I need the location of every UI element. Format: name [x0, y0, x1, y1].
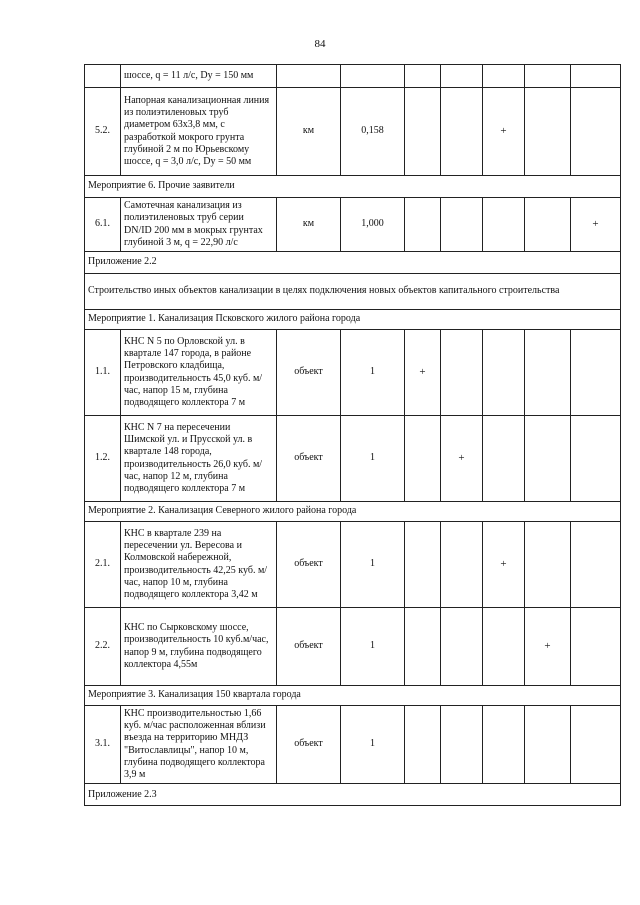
- row-number: [85, 65, 121, 88]
- year-cell: [571, 330, 621, 416]
- year-cell: [405, 706, 441, 784]
- row-unit: [277, 65, 341, 88]
- row-number: 2.1.: [85, 522, 121, 608]
- section-row: [85, 784, 621, 806]
- year-cell: [483, 706, 525, 784]
- year-cell: [571, 65, 621, 88]
- year-cell: [483, 65, 525, 88]
- row-number: 1.1.: [85, 330, 121, 416]
- table-row: [85, 522, 621, 608]
- section-title: Мероприятие 6. Прочие заявители: [85, 176, 621, 198]
- year-cell: [483, 330, 525, 416]
- year-cell: [525, 88, 571, 176]
- section-row: [85, 686, 621, 706]
- section-title: Приложение 2.2: [85, 252, 621, 274]
- table-row: [85, 416, 621, 502]
- section-row: [85, 502, 621, 522]
- year-cell: [441, 88, 483, 176]
- row-unit: объект: [277, 416, 341, 502]
- row-unit: объект: [277, 330, 341, 416]
- year-cell: [525, 416, 571, 502]
- table-row: [85, 198, 621, 252]
- investment-program-table: [84, 64, 621, 806]
- year-cell: [441, 706, 483, 784]
- year-cell: [525, 65, 571, 88]
- year-cell: [525, 198, 571, 252]
- row-quantity: 1: [341, 330, 405, 416]
- section-title: Строительство иных объектов канализации в целях подключения новых объектов капитального строительства: [85, 274, 621, 310]
- year-cell: [483, 608, 525, 686]
- year-cell: [571, 522, 621, 608]
- table-body: [85, 65, 621, 806]
- plus-mark: +: [483, 88, 525, 176]
- year-cell: [405, 416, 441, 502]
- plus-mark: +: [525, 608, 571, 686]
- row-unit: объект: [277, 706, 341, 784]
- row-quantity: 1: [341, 706, 405, 784]
- row-description: КНС по Сырковскому шоссе, производительность 10 куб.м/час, напор 9 м, глубина подводящего коллектора 4,55м: [121, 608, 277, 686]
- row-description: КНС N 7 на пересечении Шимской ул. и Прусской ул. в квартале 148 города, производительность 26,0 куб. м/час, напор 12 м, глубина подводящего коллектора 7 м: [121, 416, 277, 502]
- year-cell: [483, 198, 525, 252]
- row-number: 3.1.: [85, 706, 121, 784]
- row-description: КНС в квартале 239 на пересечении ул. Вересова и Колмовской набережной, производительность 42,25 куб. м/час, напор 10 м, глубина подводящего коллектора 3,42 м: [121, 522, 277, 608]
- row-quantity: 1: [341, 416, 405, 502]
- year-cell: [441, 330, 483, 416]
- row-description: Самотечная канализация из полиэтиленовых труб серии DN/ID 200 мм в мокрых грунтах глубиной 3 м, q = 22,90 л/с: [121, 198, 277, 252]
- section-row: [85, 176, 621, 198]
- plus-mark: +: [571, 198, 621, 252]
- table-row: [85, 608, 621, 686]
- year-cell: [441, 65, 483, 88]
- year-cell: [525, 522, 571, 608]
- row-quantity: [341, 65, 405, 88]
- plus-mark: +: [483, 522, 525, 608]
- row-unit: объект: [277, 522, 341, 608]
- row-number: 5.2.: [85, 88, 121, 176]
- row-quantity: 1,000: [341, 198, 405, 252]
- year-cell: [525, 330, 571, 416]
- year-cell: [571, 88, 621, 176]
- year-cell: [441, 198, 483, 252]
- plus-mark: +: [405, 330, 441, 416]
- row-description: шоссе, q = 11 л/с, Dу = 150 мм: [121, 65, 277, 88]
- year-cell: [441, 608, 483, 686]
- year-cell: [405, 88, 441, 176]
- section-row: [85, 274, 621, 310]
- row-quantity: 1: [341, 522, 405, 608]
- row-unit: км: [277, 88, 341, 176]
- row-description: КНС производительностью 1,66 куб. м/час расположенная вблизи въезда на территорию МНДЗ "Витославлицы", напор 10 м, глубина подводящего коллектора 3,9 м: [121, 706, 277, 784]
- plus-mark: +: [441, 416, 483, 502]
- section-title: Мероприятие 3. Канализация 150 квартала города: [85, 686, 621, 706]
- row-quantity: 1: [341, 608, 405, 686]
- year-cell: [571, 706, 621, 784]
- table-row: [85, 706, 621, 784]
- year-cell: [483, 416, 525, 502]
- table-row: [85, 65, 621, 88]
- year-cell: [525, 706, 571, 784]
- section-title: Мероприятие 2. Канализация Северного жилого района города: [85, 502, 621, 522]
- section-title: Мероприятие 1. Канализация Псковского жилого района города: [85, 310, 621, 330]
- section-row: [85, 252, 621, 274]
- row-unit: объект: [277, 608, 341, 686]
- row-number: 6.1.: [85, 198, 121, 252]
- year-cell: [405, 65, 441, 88]
- section-row: [85, 310, 621, 330]
- year-cell: [571, 416, 621, 502]
- year-cell: [571, 608, 621, 686]
- table-row: [85, 88, 621, 176]
- year-cell: [405, 608, 441, 686]
- row-description: Напорная канализационная линия из полиэтиленовых труб диаметром 63х3,8 мм, с разработкой мокрого грунта глубиной 2 м по Юрьевскому шоссе, q = 3,0 л/с, Dу = 50 мм: [121, 88, 277, 176]
- page-number: 84: [314, 38, 326, 50]
- row-number: 1.2.: [85, 416, 121, 502]
- year-cell: [441, 522, 483, 608]
- year-cell: [405, 198, 441, 252]
- row-quantity: 0,158: [341, 88, 405, 176]
- row-number: 2.2.: [85, 608, 121, 686]
- row-description: КНС N 5 по Орловской ул. в квартале 147 города, в районе Петровского кладбища, производительность 45,0 куб. м/час, напор 15 м, глубина подводящего коллектора 7 м: [121, 330, 277, 416]
- section-title: Приложение 2.3: [85, 784, 621, 806]
- year-cell: [405, 522, 441, 608]
- row-unit: км: [277, 198, 341, 252]
- table-row: [85, 330, 621, 416]
